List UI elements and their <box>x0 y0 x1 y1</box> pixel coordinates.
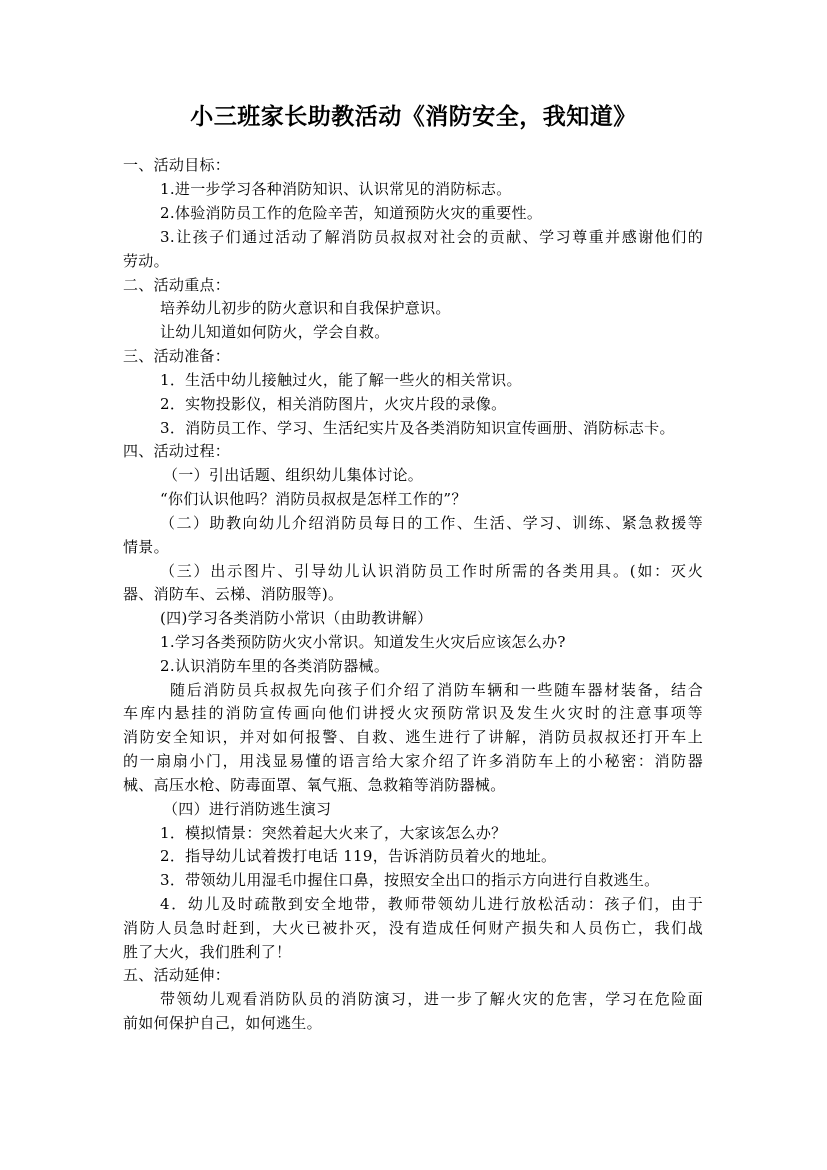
goal-item-continuation: 劳动。 <box>123 252 169 270</box>
extension-paragraph: 带领幼儿观看消防队员的消防演习，进一步了解火灾的危害，学习在危险面 <box>160 990 703 1008</box>
section-heading-extension: 五、活动延伸： <box>123 966 231 984</box>
goal-item: 2.体验消防员工作的危险辛苦，知道预防火灾的重要性。 <box>160 204 543 222</box>
goal-item: 1.进一步学习各种消防知识、认识常见的消防标志。 <box>160 180 512 198</box>
drill-item-continuation: 消防人员急时赶到，大火已被扑灭，没有造成任何财产损失和人员伤亡，我们战 <box>123 919 703 937</box>
process-paragraph: 的一扇扇小门，用浅显易懂的语言给大家介绍了许多消防车上的小秘密：消防器 <box>123 752 703 770</box>
process-paragraph: 械、高压水枪、防毒面罩、氧气瓶、急救箱等消防器械。 <box>123 776 506 794</box>
drill-item: 3．带领幼儿用湿毛巾握住口鼻，按照安全出口的指示方向进行自救逃生。 <box>160 871 660 889</box>
process-step-continuation: 器、消防车、云梯、消防服等)。 <box>123 585 344 603</box>
preparation-item: 1．生活中幼儿接触过火，能了解一些火的相关常识。 <box>160 371 522 389</box>
process-step: (四)学习各类消防小常识（由助教讲解） <box>160 609 433 627</box>
focus-item: 让幼儿知道如何防火，学会自救。 <box>160 323 390 341</box>
process-step: （四）进行消防逃生演习 <box>163 800 332 818</box>
process-step-continuation: 情景。 <box>123 538 169 556</box>
process-paragraph: 随后消防员兵叔叔先向孩子们介绍了消防车辆和一些随车器材装备，结合 <box>170 681 703 699</box>
section-heading-process: 四、活动过程： <box>123 442 231 460</box>
section-heading-goals: 一、活动目标： <box>123 156 231 174</box>
drill-item: 1．模拟情景：突然着起大火来了，大家该怎么办？ <box>160 824 507 842</box>
drill-item-continuation: 胜了大火，我们胜利了！ <box>123 943 292 961</box>
extension-paragraph: 前如何保护自己，如何逃生。 <box>123 1014 322 1032</box>
focus-item: 培养幼儿初步的防火意识和自我保护意识。 <box>160 299 451 317</box>
document-title: 小三班家长助教活动《消防安全，我知道》 <box>190 103 637 130</box>
section-heading-focus: 二、活动重点： <box>123 276 231 294</box>
process-step: （一）引出话题、组织幼儿集体讨论。 <box>163 466 424 484</box>
process-substep: 1.学习各类预防防火灾小常识。知道发生火灾后应该怎么办? <box>160 633 566 651</box>
drill-item: 4．幼儿及时疏散到安全地带，教师带领幼儿进行放松活动：孩子们，由于 <box>160 895 703 913</box>
preparation-item: 3．消防员工作、学习、生活纪实片及各类消防知识宣传画册、消防标志卡。 <box>160 419 675 437</box>
process-paragraph: 车库内悬挂的消防宣传画向他们讲授火灾预防常识及发生火灾时的注意事项等 <box>123 704 703 722</box>
process-paragraph: 消防安全知识，并对如何报警、自救、逃生进行了讲解，消防员叔叔还打开车上 <box>123 728 703 746</box>
preparation-item: 2．实物投影仪，相关消防图片，火灾片段的录像。 <box>160 395 507 413</box>
process-substep: 2.认识消防车里的各类消防器械。 <box>160 657 390 675</box>
process-step: （三）出示图片、引导幼儿认识消防员工作时所需的各类用具。(如：灭火 <box>160 562 703 580</box>
process-step: （二）助教向幼儿介绍消防员每日的工作、生活、学习、训练、紧急救援等 <box>160 514 703 532</box>
drill-item: 2．指导幼儿试着拨打电话 119，告诉消防员着火的地址。 <box>160 847 557 865</box>
goal-item: 3.让孩子们通过活动了解消防员叔叔对社会的贡献、学习尊重并感谢他们的 <box>160 228 703 246</box>
section-heading-preparation: 三、活动准备： <box>123 347 231 365</box>
process-quote: “你们认识他吗？消防员叔叔是怎样工作的”？ <box>160 490 467 508</box>
